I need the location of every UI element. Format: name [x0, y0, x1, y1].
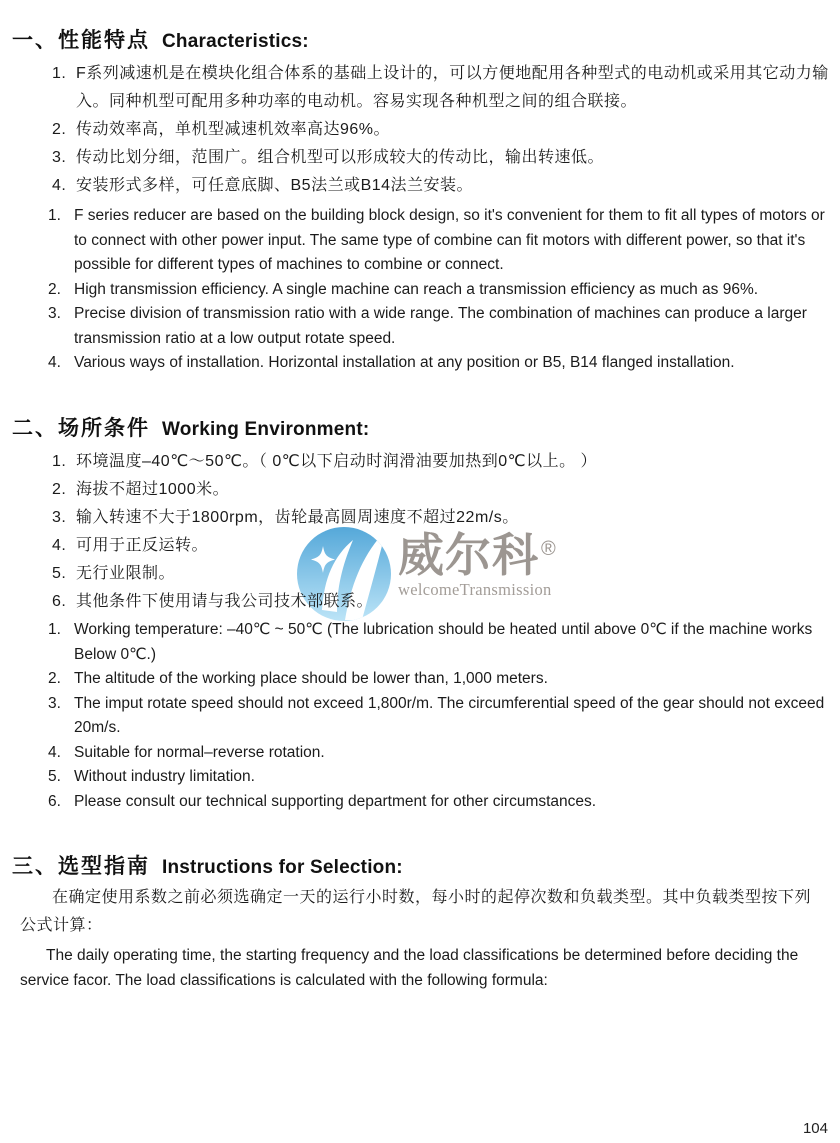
- section-2-cn-list: [52, 448, 834, 616]
- list-item: [48, 351, 840, 376]
- section-2-heading-en: Working Environment:: [162, 419, 370, 440]
- brand-name-en: welcomeTransmission: [398, 580, 552, 599]
- item-text: 传动比划分细，范围广。组合机型可以形成较大的传动比，输出转速低。: [76, 149, 605, 166]
- item-text: Various ways of installation. Horizontal installation at any position or B5, B14 flanged installation.: [74, 354, 735, 371]
- list-item: [48, 790, 840, 815]
- list-item: [48, 741, 840, 766]
- list-item: [52, 476, 834, 504]
- list-item: [48, 765, 840, 790]
- item-text: 可用于正反运转。: [76, 537, 209, 554]
- item-number: 3.: [48, 694, 61, 712]
- item-text: 海拔不超过1000米。: [76, 481, 230, 498]
- list-item: [52, 60, 834, 116]
- item-text: 无行业限制。: [76, 565, 176, 582]
- item-number: 3.: [52, 509, 67, 526]
- list-item: [52, 172, 834, 200]
- item-text: 安装形式多样，可任意底脚、B5法兰或B14法兰安装。: [76, 177, 474, 194]
- section-3-heading: [12, 850, 403, 880]
- item-text: Suitable for normal–reverse rotation.: [74, 743, 325, 761]
- item-text: High transmission efficiency. A single machine can reach a transmission efficiency as much as 96%.: [74, 280, 759, 298]
- section-1-heading-cn: 一、性能特点: [12, 29, 150, 52]
- item-number: 2.: [48, 280, 61, 298]
- item-number: 6.: [52, 593, 67, 610]
- item-text: Without industry limitation.: [74, 768, 255, 785]
- item-number: 1.: [48, 621, 61, 638]
- section-1-heading: [12, 24, 309, 54]
- item-number: 6.: [48, 792, 61, 810]
- list-item: [52, 144, 834, 172]
- item-number: 4.: [52, 177, 67, 194]
- section-2-en-list: [48, 618, 840, 814]
- list-item: [48, 692, 840, 741]
- item-number: 2.: [52, 121, 67, 138]
- list-item: [48, 204, 840, 278]
- item-number: 3.: [48, 305, 61, 322]
- list-item: [48, 302, 840, 351]
- list-item: [48, 618, 840, 667]
- list-item: [52, 448, 834, 476]
- item-text: F系列减速机是在模块化组合体系的基础上设计的，可以方便地配用各种型式的电动机或采用其它动力输入。同种机型可配用多种功率的电动机。容易实现各种机型之间的组合联接。: [76, 65, 829, 110]
- list-item: [52, 532, 834, 560]
- item-number: 2.: [48, 670, 61, 687]
- item-text: 输入转速不大于1800rpm，齿轮最高圆周速度不超过22m/s。: [76, 509, 519, 526]
- section-3-en-paragraph: The daily operating time, the starting frequency and the load classifications be determined before deciding the service facor. The load classifications is calculated with the following formula:: [20, 947, 799, 989]
- section-3-heading-cn: 三、选型指南: [12, 855, 150, 878]
- list-item: [52, 588, 834, 616]
- item-text: 传动效率高，单机型减速机效率高达96%。: [76, 121, 391, 138]
- registered-trademark-icon: ®: [541, 538, 557, 560]
- item-number: 5.: [52, 565, 67, 582]
- list-item: [52, 504, 834, 532]
- section-2-heading-cn: 二、场所条件: [12, 417, 150, 440]
- section-1-en-list: [48, 204, 840, 376]
- item-text: The altitude of the working place should be lower than, 1,000 meters.: [74, 670, 548, 687]
- item-text: Please consult our technical supporting department for other circumstances.: [74, 792, 597, 810]
- section-3-heading-en: Instructions for Selection:: [162, 857, 403, 878]
- item-number: 1.: [52, 65, 67, 82]
- item-number: 4.: [48, 743, 61, 761]
- brand-name-cn-text: 威尔科: [398, 529, 539, 581]
- section-1-heading-en: Characteristics:: [162, 31, 309, 52]
- item-number: 1.: [48, 207, 61, 224]
- section-2-heading: [12, 412, 369, 442]
- item-number: 5.: [48, 768, 61, 785]
- item-number: 2.: [52, 481, 67, 498]
- item-text: 其他条件下使用请与我公司技术部联系。: [76, 593, 374, 610]
- item-number: 1.: [52, 453, 67, 470]
- item-number: 4.: [48, 354, 61, 371]
- list-item: [52, 560, 834, 588]
- page-number: 104: [802, 1120, 828, 1137]
- item-text: 环境温度–40℃～50℃。（ 0℃以下启动时润滑油要加热到0℃以上。 ）: [76, 453, 598, 470]
- section-3-cn-paragraph: 在确定使用系数之前必须选确定一天的运行小时数，每小时的起停次数和负载类型。其中负载类型按下列公式计算：: [20, 889, 812, 934]
- item-number: 4.: [52, 537, 67, 554]
- item-number: 3.: [52, 149, 67, 166]
- item-text: Precise division of transmission ratio with a wide range. The combination of machines can produce a larger transmission ratio at a low output rotate speed.: [74, 305, 807, 347]
- item-text: F series reducer are based on the building block design, so it's convenient for them to fit all types of motors or to connect with other power input. The same type of combine can fit motors with different power, so that it's possible for different types of machines to combine or connect.: [74, 207, 825, 273]
- section-1-cn-list: [52, 60, 834, 200]
- list-item: [52, 116, 834, 144]
- item-text: Working temperature: –40℃ ~ 50℃ (The lubrication should be heated until above 0℃ if the machine works Below 0℃.): [74, 621, 813, 663]
- list-item: [48, 667, 840, 692]
- list-item: [48, 278, 840, 303]
- item-text: The imput rotate speed should not exceed 1,800r/m. The circumferential speed of the gear should not exceed 20m/s.: [74, 694, 825, 736]
